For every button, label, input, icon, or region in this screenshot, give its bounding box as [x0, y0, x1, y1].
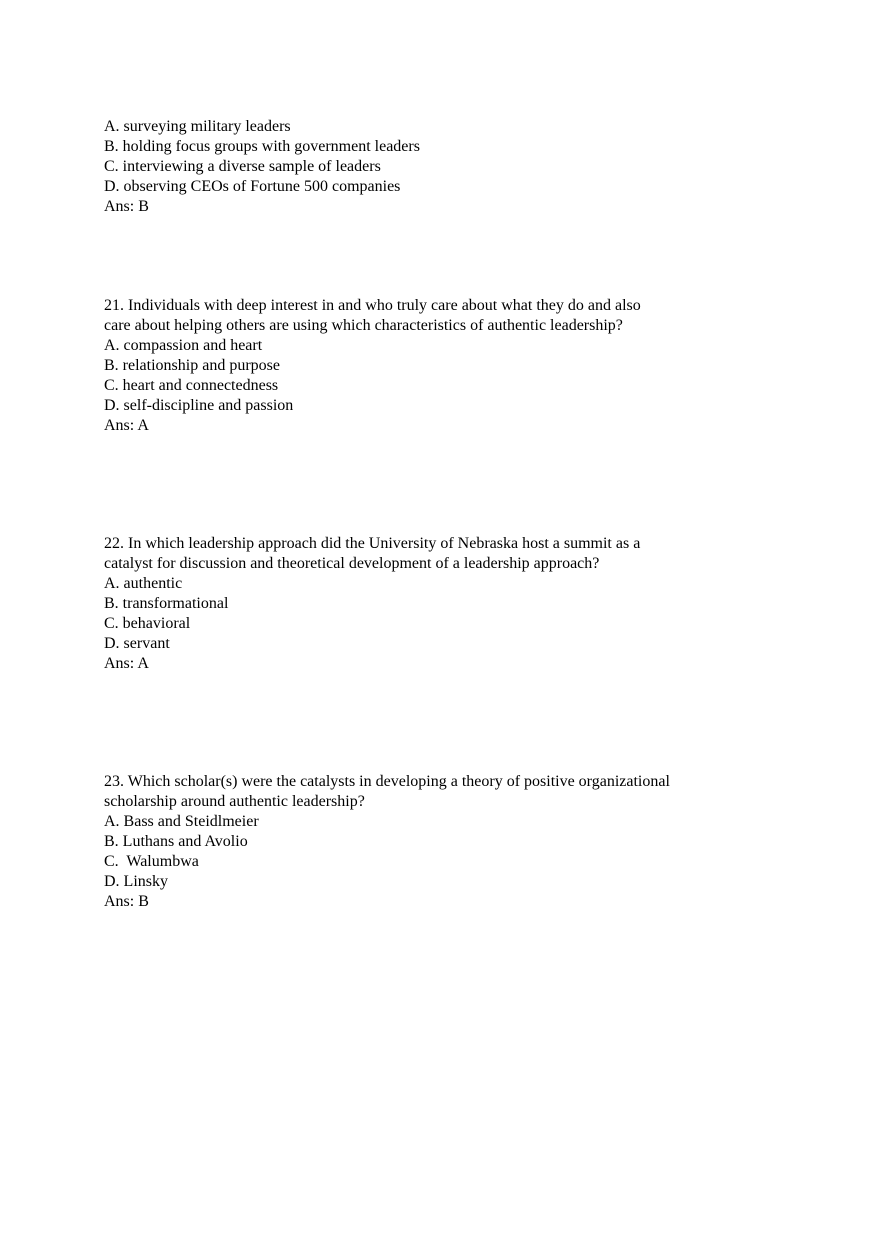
q21-option-c: C. heart and connectedness	[104, 377, 279, 394]
question-23-block	[104, 772, 784, 912]
q22-option-b: B. transformational	[104, 595, 229, 612]
q23-option-a: A. Bass and Steidlmeier	[104, 813, 259, 830]
q22-option-d: D. servant	[104, 635, 170, 652]
q22-question-line-1: 22. In which leadership approach did the University of Nebraska host a summit as a	[104, 535, 641, 552]
question-21-block	[104, 296, 784, 436]
q21-question-line-1: 21. Individuals with deep interest in and who truly care about what they do and also	[104, 297, 641, 314]
q21-option-b: B. relationship and purpose	[104, 357, 280, 374]
q22-option-a: A. authentic	[104, 575, 183, 592]
q23-option-b: B. Luthans and Avolio	[104, 833, 248, 850]
q23-option-c: C. Walumbwa	[104, 853, 199, 870]
q23-question-line-2: scholarship around authentic leadership?	[104, 793, 365, 810]
q20-option-b: B. holding focus groups with government leaders	[104, 138, 420, 155]
q23-option-d: D. Linsky	[104, 873, 168, 890]
q22-option-c: C. behavioral	[104, 615, 191, 632]
q21-option-a: A. compassion and heart	[104, 337, 263, 354]
q23-question-line-1: 23. Which scholar(s) were the catalysts in developing a theory of positive organizational	[104, 773, 670, 790]
q20-option-a: A. surveying military leaders	[104, 118, 291, 135]
q20-option-c: C. interviewing a diverse sample of leaders	[104, 158, 381, 175]
question-20-block	[104, 117, 784, 217]
q22-question-line-2: catalyst for discussion and theoretical development of a leadership approach?	[104, 555, 600, 572]
q23-answer: Ans: B	[104, 893, 149, 910]
q21-answer: Ans: A	[104, 417, 149, 434]
question-22-block	[104, 534, 784, 674]
q20-answer: Ans: B	[104, 198, 149, 215]
q22-answer: Ans: A	[104, 655, 149, 672]
q20-option-d: D. observing CEOs of Fortune 500 companies	[104, 178, 401, 195]
q21-question-line-2: care about helping others are using which characteristics of authentic leadership?	[104, 317, 623, 334]
q21-option-d: D. self-discipline and passion	[104, 397, 294, 414]
